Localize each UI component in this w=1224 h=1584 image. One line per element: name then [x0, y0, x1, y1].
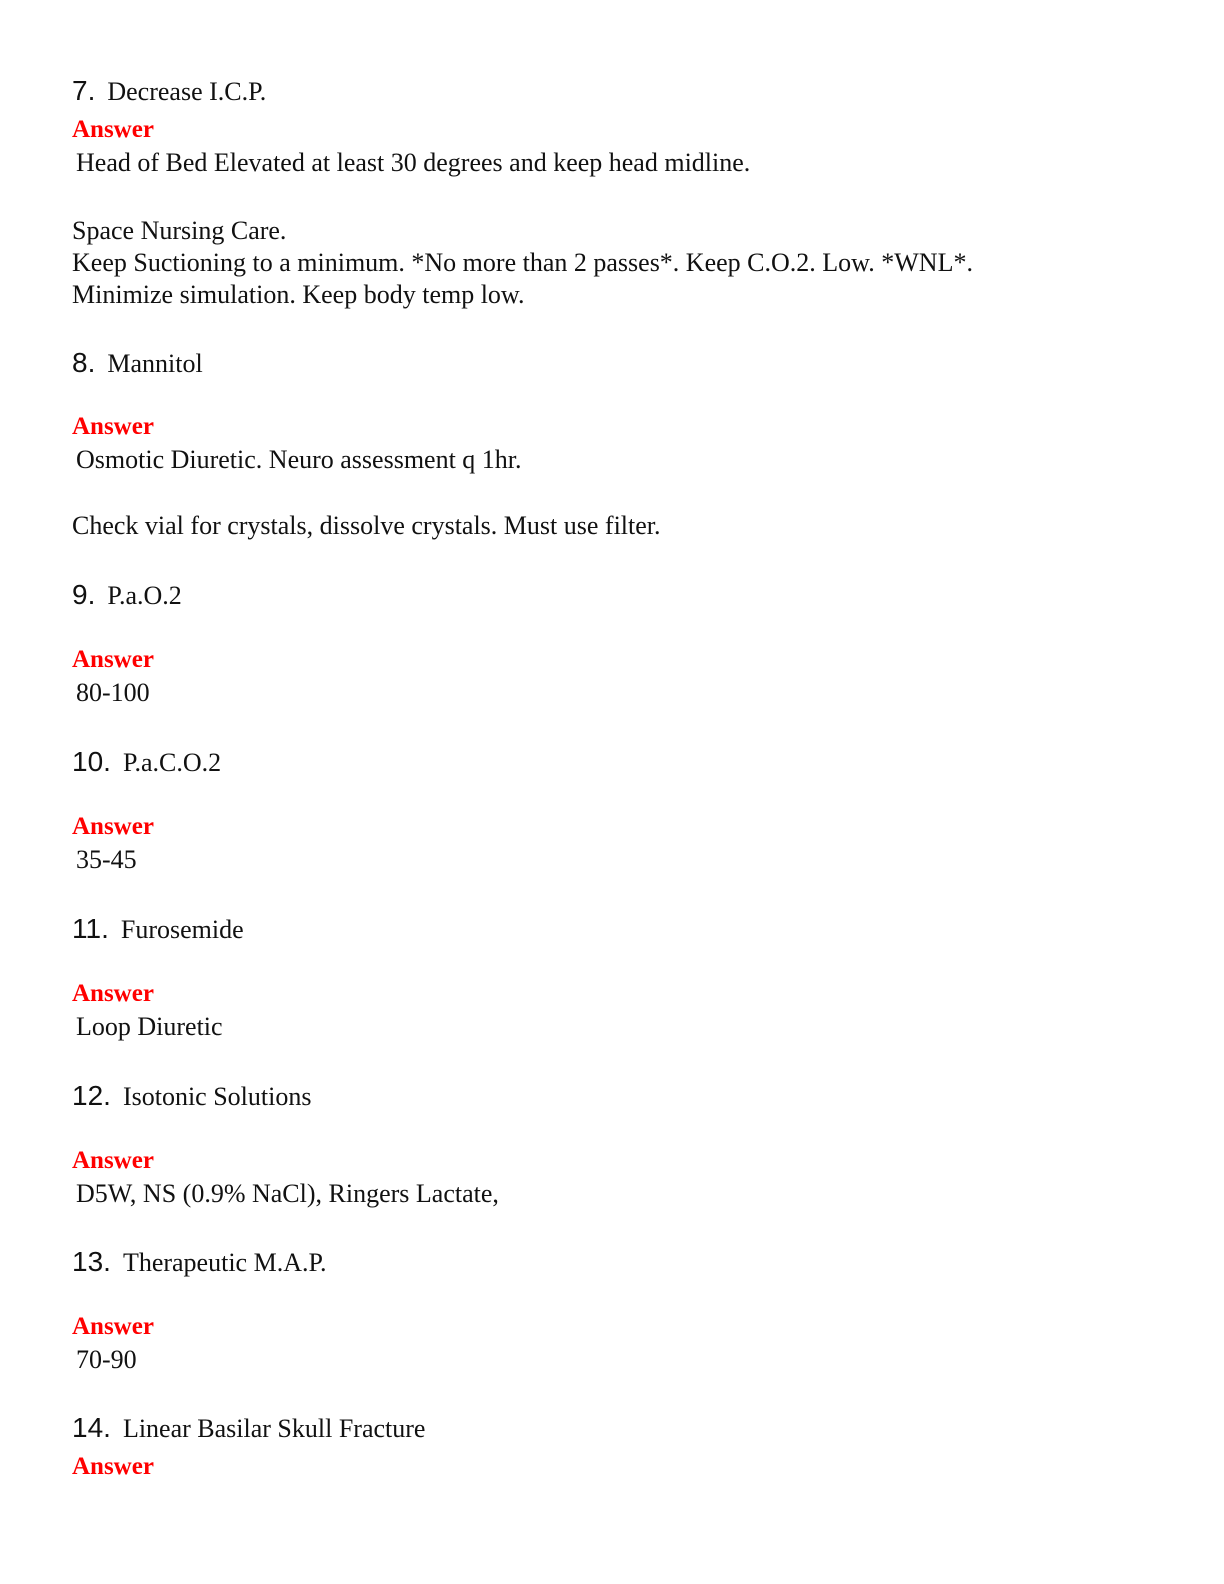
question-number: 8. — [72, 347, 96, 378]
question-number: 14. — [72, 1412, 111, 1443]
answer-text: Loop Diuretic — [76, 1012, 223, 1041]
question-text: P.a.C.O.2 — [122, 748, 222, 777]
question-number: 10. — [72, 746, 111, 777]
question-8 — [72, 348, 203, 379]
question-7 — [72, 76, 266, 107]
answer-label: Answer — [72, 1453, 154, 1480]
answer-text: 35-45 — [76, 845, 137, 874]
question-number: 11. — [72, 913, 109, 944]
answer-text: 70-90 — [76, 1345, 137, 1374]
answer-text: 80-100 — [76, 678, 150, 707]
question-text: Decrease I.C.P. — [107, 77, 267, 106]
question-14 — [72, 1413, 425, 1444]
question-text: Isotonic Solutions — [122, 1082, 312, 1111]
answer-text: D5W, NS (0.9% NaCl), Ringers Lactate, — [76, 1179, 499, 1208]
answer-extra-text: Space Nursing Care. — [72, 216, 287, 245]
question-9 — [72, 580, 182, 611]
question-text: Furosemide — [120, 915, 244, 944]
answer-label: Answer — [72, 813, 154, 840]
question-12 — [72, 1081, 311, 1112]
answer-label: Answer — [72, 116, 154, 143]
question-text: Mannitol — [107, 349, 203, 378]
question-number: 7. — [72, 75, 96, 106]
question-13 — [72, 1247, 327, 1278]
question-number: 12. — [72, 1080, 111, 1111]
answer-extra-text: Minimize simulation. Keep body temp low. — [72, 280, 525, 309]
answer-extra-text: Check vial for crystals, dissolve crystals. Must use filter. — [72, 511, 661, 540]
answer-label: Answer — [72, 1313, 154, 1340]
answer-label: Answer — [72, 646, 154, 673]
answer-label: Answer — [72, 413, 154, 440]
question-11 — [72, 914, 244, 945]
question-text: P.a.O.2 — [107, 581, 182, 610]
question-number: 13. — [72, 1246, 111, 1277]
answer-text: Head of Bed Elevated at least 30 degrees and keep head midline. — [76, 148, 751, 177]
question-number: 9. — [72, 579, 96, 610]
answer-label: Answer — [72, 1147, 154, 1174]
question-10 — [72, 747, 221, 778]
question-text: Linear Basilar Skull Fracture — [122, 1414, 426, 1443]
question-text: Therapeutic M.A.P. — [122, 1248, 327, 1277]
answer-label: Answer — [72, 980, 154, 1007]
answer-text: Osmotic Diuretic. Neuro assessment q 1hr. — [76, 445, 522, 474]
answer-extra-text: Keep Suctioning to a minimum. *No more than 2 passes*. Keep C.O.2. Low. *WNL*. — [72, 248, 973, 277]
